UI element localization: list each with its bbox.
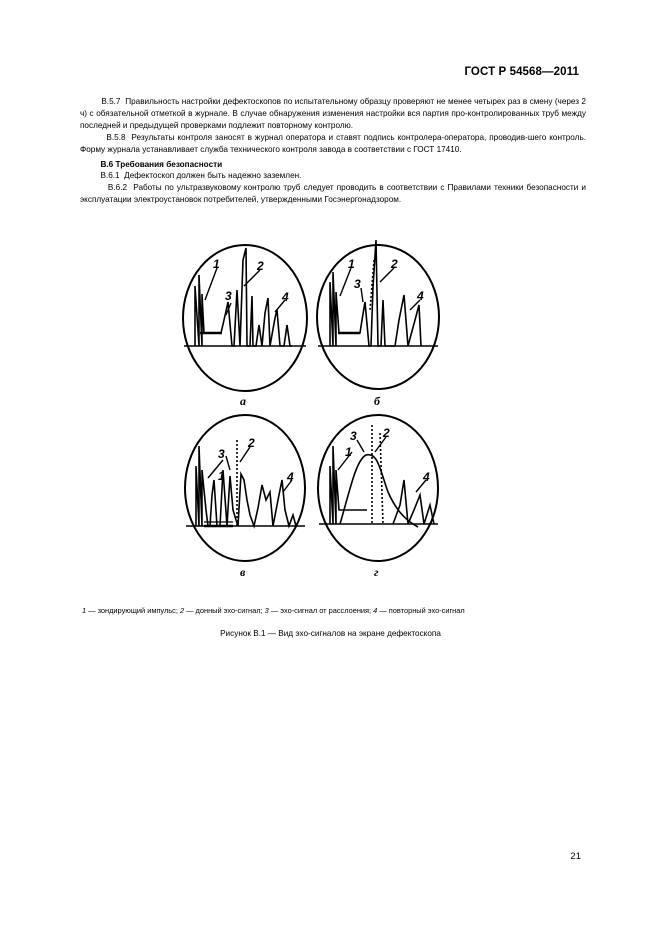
signal-label-1: 1 [218, 469, 225, 483]
legend-text: — повторный эхо-сигнал [377, 606, 465, 615]
paragraph-text: Правильность настройки дефектоскопов по испытательному образцу проверяют не менее четырех раз в смену (через 2 ч) с обязательной отметкой в журнале. В случае обнаружения изменения настройки вся партия про-контролированных труб между последней и предыдущей проверками подлежит повторному контролю. [80, 97, 586, 130]
signal-label-3: 3 [350, 429, 357, 443]
legend-num: 4 [373, 606, 378, 615]
legend-text: — эхо-сигнал от расслоения; [268, 606, 374, 615]
signal-label-4: 4 [282, 290, 289, 304]
page-number: 21 [570, 851, 581, 862]
signal-label-1: 1 [345, 445, 352, 459]
panel-c-screen [185, 415, 305, 561]
paragraph-number: В.6.2 [107, 183, 128, 193]
panel-b-screen [317, 240, 439, 389]
signal-label-4: 4 [423, 470, 430, 484]
signal-label-2: 2 [257, 259, 264, 273]
legend-text: — зондирующий импульс; [86, 606, 180, 615]
signal-label-3: 3 [354, 277, 361, 291]
figure-legend [82, 606, 582, 615]
panel-label-a: а [240, 394, 246, 408]
panel-label-b: б [374, 394, 380, 408]
signal-label-3: 3 [225, 289, 232, 303]
section-title: В.6 Требования безопасности [100, 159, 223, 169]
legend-num: 1 [82, 606, 87, 615]
signal-label-3: 3 [218, 447, 225, 461]
signal-label-1: 1 [213, 257, 220, 271]
figure-caption: Рисунок В.1 — Вид эхо-сигналов на экране дефектоскопа [220, 629, 441, 638]
signal-label-2: 2 [391, 257, 398, 271]
signal-label-4: 4 [287, 470, 294, 484]
signal-label-2: 2 [383, 426, 390, 440]
paragraph-text: Дефектоскоп должен быть надежно заземлен. [124, 171, 302, 181]
paragraph-number: В.5.8 [106, 132, 126, 142]
legend-num: 2 [179, 606, 185, 615]
panel-label-d: г [374, 565, 379, 579]
legend-num: 3 [264, 606, 269, 615]
legend-text: — донный эхо-сигнал; [184, 606, 265, 615]
panel-label-c: в [240, 565, 246, 579]
signal-label-1: 1 [348, 257, 355, 271]
signal-label-2: 2 [248, 436, 255, 450]
signal-label-4: 4 [417, 289, 424, 303]
document-id: ГОСТ Р 54568—2011 [464, 66, 579, 78]
panel-a-screen [183, 245, 307, 391]
paragraph-text: Результаты контроля заносят в журнал оператора и ставят подпись контролера-оператора, проводив-шего контроль. Форму журнала устанавливает служба технического контроля завода в соответствии с ГОСТ 17410. [80, 132, 586, 154]
paragraph-number: В.5.7 [101, 97, 121, 106]
paragraph-text: Работы по ультразвуковому контролю труб следует проводить в соответствии с Правилами техники безопасности и эксплуатации электроустановок потребителей, утвержденными Госэнергонадзором. [80, 183, 586, 205]
paragraph-number: В.6.1 [100, 171, 120, 181]
